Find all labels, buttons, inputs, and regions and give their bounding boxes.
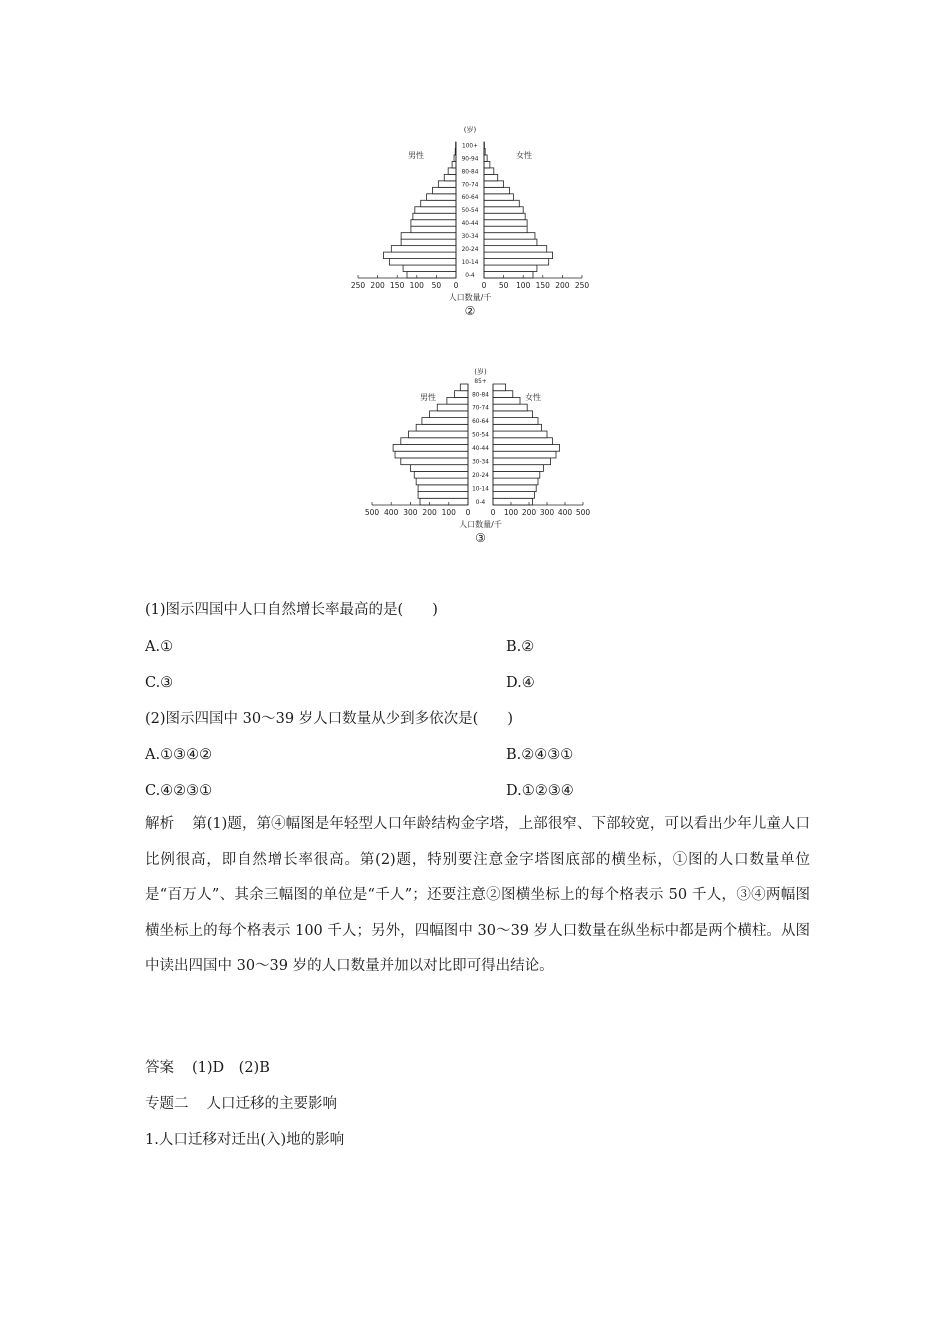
female-bar <box>493 498 533 505</box>
x-tick-label: 150 <box>390 281 405 290</box>
x-tick-label: 0 <box>453 281 459 290</box>
female-bar <box>493 404 527 411</box>
male-bar <box>448 168 456 174</box>
male-bar <box>455 391 468 398</box>
male-bar <box>460 384 468 391</box>
male-label: 男性 <box>408 151 424 160</box>
x-tick-label: 250 <box>574 281 590 290</box>
female-bar <box>484 259 549 265</box>
age-tick-label: 40-44 <box>461 221 479 228</box>
age-tick-label: 70-74 <box>461 182 479 189</box>
question-2-stem: (2)图示四国中 30～39 岁人口数量从少到多依次是( ) <box>145 711 513 727</box>
x-tick-label: 100 <box>409 281 424 290</box>
female-bar <box>493 465 543 472</box>
x-tick-label: 500 <box>575 508 591 517</box>
female-bar <box>484 155 487 161</box>
male-bar <box>447 397 468 404</box>
age-tick-label: 20-24 <box>461 247 479 254</box>
age-tick-label: 10-14 <box>461 260 479 267</box>
section-title: 人口迁移的主要影响 <box>206 1096 337 1112</box>
age-tick-label: 10-14 <box>472 486 489 493</box>
male-bar <box>413 213 456 219</box>
male-bar <box>389 259 456 265</box>
population-pyramid-2 <box>340 118 600 330</box>
age-tick-label: 80-84 <box>472 392 489 399</box>
male-bar <box>411 226 456 232</box>
female-bar <box>484 174 498 180</box>
age-tick-label: 50-54 <box>472 432 489 439</box>
age-tick-label: 80-84 <box>461 169 479 176</box>
age-tick-label: 90-94 <box>461 156 479 163</box>
male-bar <box>395 451 468 458</box>
female-bar <box>484 246 547 252</box>
x-tick-label: 100 <box>516 281 531 290</box>
male-bar <box>427 194 456 200</box>
x-tick-label: 200 <box>370 281 385 290</box>
female-bar <box>484 187 509 193</box>
female-bar <box>493 445 560 452</box>
section-label: 专题二 <box>145 1096 189 1112</box>
analysis-paragraph <box>145 807 810 985</box>
male-bar <box>444 174 456 180</box>
male-label: 男性 <box>420 393 436 402</box>
female-bar <box>493 424 542 431</box>
question-1-option-a: A.① <box>145 639 174 655</box>
question-2-option-c: C.④②③① <box>145 783 213 799</box>
female-bar <box>484 252 553 258</box>
population-pyramid-3 <box>360 350 600 555</box>
age-tick-label: 30-34 <box>461 234 479 241</box>
x-tick-label: 200 <box>555 281 570 290</box>
x-tick-label: 500 <box>364 508 380 517</box>
male-bar <box>438 181 456 187</box>
x-axis-title: 人口数量/千 <box>448 293 492 302</box>
age-tick-label: 50-54 <box>461 208 479 215</box>
x-tick-label: 0 <box>481 281 487 290</box>
male-bar <box>411 220 456 226</box>
male-bar <box>401 233 456 239</box>
male-bar <box>403 265 456 271</box>
x-tick-label: 400 <box>557 508 573 517</box>
male-bar <box>416 424 468 431</box>
age-tick-label: 100+ <box>462 143 478 150</box>
female-bar <box>484 220 527 226</box>
female-bar <box>493 492 534 499</box>
female-bar <box>493 411 533 418</box>
age-tick-label: 85+ <box>474 378 487 385</box>
x-tick-label: 300 <box>539 508 555 517</box>
subsection-heading: 1.人口迁移对迁出(入)地的影响 <box>145 1132 345 1148</box>
female-bar <box>484 226 527 232</box>
female-bar <box>493 451 556 458</box>
x-tick-label: 150 <box>535 281 550 290</box>
male-bar <box>437 404 468 411</box>
male-bar <box>415 207 456 213</box>
male-bar <box>416 478 468 485</box>
male-bar <box>391 246 456 252</box>
female-bar <box>493 458 551 465</box>
male-bar <box>414 471 468 478</box>
age-tick-label: 20-24 <box>472 472 489 479</box>
female-bar <box>484 168 494 174</box>
pyramid-3-svg <box>360 350 600 555</box>
male-bar <box>393 445 468 452</box>
pyramid-2-svg <box>340 118 600 330</box>
x-tick-label: 200 <box>521 508 537 517</box>
question-2-option-d: D.①②③④ <box>506 783 574 799</box>
age-unit-label: (岁) <box>474 368 487 376</box>
x-tick-label: 0 <box>465 508 471 517</box>
male-bar <box>418 492 468 499</box>
x-tick-label: 200 <box>422 508 437 517</box>
answer-label: 答案 <box>145 1060 174 1076</box>
question-1-stem: (1)图示四国中人口自然增长率最高的是( ) <box>145 602 438 618</box>
female-bar <box>484 265 537 271</box>
female-bar <box>493 471 540 478</box>
male-bar <box>383 252 456 258</box>
chart-caption: ② <box>464 304 476 318</box>
female-bar <box>484 272 533 278</box>
female-bar <box>484 213 525 219</box>
x-tick-label: 0 <box>490 508 496 517</box>
question-2-option-a: A.①③④② <box>145 747 213 763</box>
section-heading <box>145 1094 337 1114</box>
male-bar <box>420 498 468 505</box>
male-bar <box>407 272 456 278</box>
female-bar <box>484 181 504 187</box>
female-bar <box>484 161 490 167</box>
female-label: 女性 <box>516 151 532 160</box>
male-bar <box>401 239 456 245</box>
female-bar <box>493 485 536 492</box>
male-bar <box>452 161 456 167</box>
x-tick-label: 400 <box>384 508 399 517</box>
age-tick-label: 60-64 <box>472 419 489 426</box>
female-bar <box>493 418 538 425</box>
age-tick-label: 40-44 <box>472 446 489 453</box>
female-bar <box>484 194 513 200</box>
question-2-option-b: B.②④③① <box>506 747 574 763</box>
male-bar <box>422 418 468 425</box>
question-1-option-d: D.④ <box>506 675 535 691</box>
x-tick-label: 50 <box>498 281 509 290</box>
male-bar <box>401 458 468 465</box>
female-bar <box>493 384 506 391</box>
male-bar <box>430 411 468 418</box>
answer-text: (1)D (2)B <box>192 1060 270 1076</box>
female-bar <box>493 431 547 438</box>
female-bar <box>484 233 535 239</box>
x-tick-label: 250 <box>350 281 366 290</box>
question-1-option-c: C.③ <box>145 675 174 691</box>
answer-line <box>145 1058 270 1078</box>
analysis-text: 第(1)题，第④幅图是年轻型人口年龄结构金字塔，上部很窄、下部较宽，可以看出少年儿童人口比例很高，即自然增长率很高。第(2)题，特别要注意金字塔图底部的横坐标，①图的人口数量单位是“百万人”、其余三幅图的单位是“千人”；还要注意②图横坐标上的每个格表示 50 千人，③④两幅图横坐标上的每个格表示 100 千人；另外，四幅图中 30～39 岁人口数量在纵坐标中都是两个横柱。从图中读出四国中 30～39 岁的人口数量并加以对比即可得出结论。 <box>145 816 810 975</box>
male-bar <box>410 465 468 472</box>
chart-caption: ③ <box>475 531 486 545</box>
analysis-label: 解析 <box>145 816 175 832</box>
x-tick-label: 100 <box>503 508 519 517</box>
female-bar <box>493 438 552 445</box>
female-bar <box>484 207 523 213</box>
male-bar <box>418 485 468 492</box>
male-bar <box>421 200 456 206</box>
female-label: 女性 <box>525 393 541 402</box>
x-axis-title: 人口数量/千 <box>459 520 502 529</box>
x-tick-label: 50 <box>431 281 442 290</box>
question-1-option-b: B.② <box>506 639 535 655</box>
female-bar <box>493 397 520 404</box>
age-tick-label: 30-34 <box>472 459 489 466</box>
female-bar <box>484 200 519 206</box>
age-unit-label: (岁) <box>463 126 477 134</box>
age-tick-label: 70-74 <box>472 405 489 412</box>
female-bar <box>493 478 538 485</box>
female-bar <box>493 391 513 398</box>
x-tick-label: 100 <box>441 508 456 517</box>
male-bar <box>408 431 468 438</box>
male-bar <box>432 187 456 193</box>
age-tick-label: 0-4 <box>475 499 486 506</box>
female-bar <box>484 239 537 245</box>
age-tick-label: 60-64 <box>461 195 479 202</box>
x-tick-label: 300 <box>403 508 418 517</box>
age-tick-label: 0-4 <box>465 272 475 279</box>
male-bar <box>401 438 468 445</box>
